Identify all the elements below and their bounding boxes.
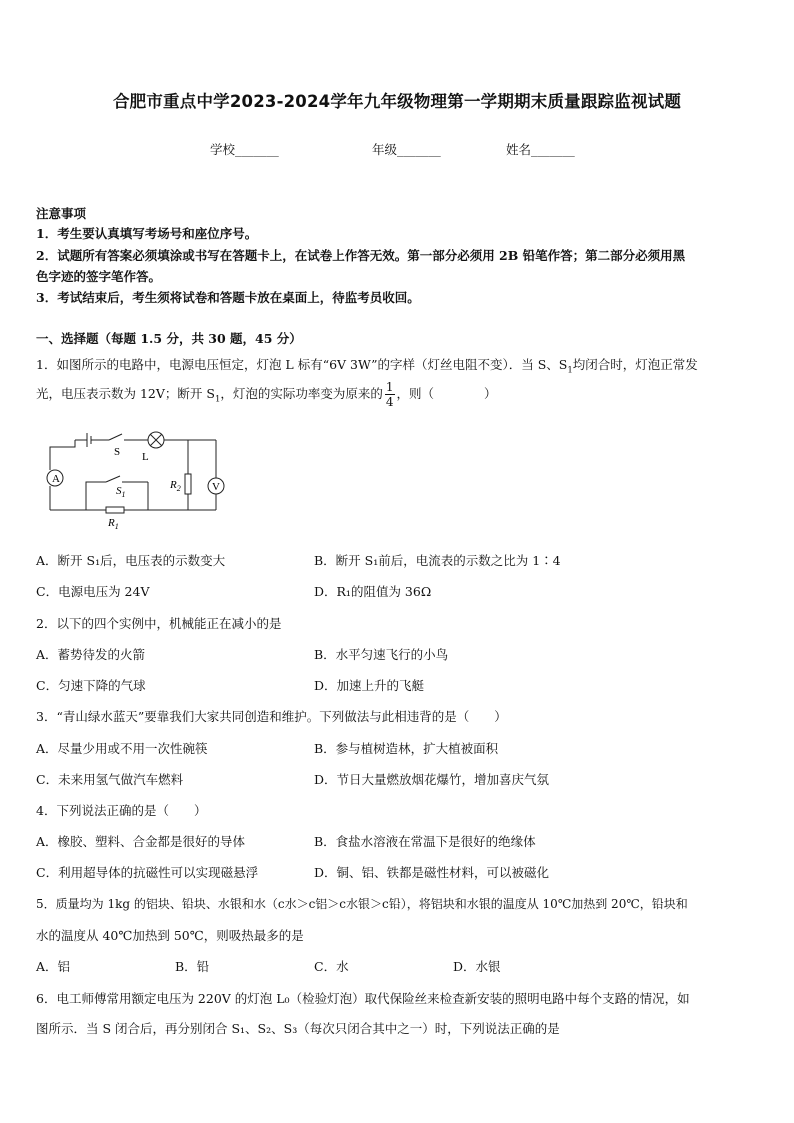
q1-stem-line2: 光，电压表示数为 12V；断开 $S_1$，灯泡的实际功率变为原来的 $\frac{1}{4}$ ，则（ ） — [36, 380, 497, 409]
ammeter-label: A — [52, 473, 60, 485]
notice-item: 1．考生要认真填写考场号和座位序号。 — [36, 226, 258, 241]
circuit-label-S: S — [114, 446, 121, 458]
q4-option-b: B．食盐水溶液在常温下是很好的绝缘体 — [314, 834, 536, 849]
notice-item: 色字迹的签字笔作答。 — [36, 269, 162, 284]
q1-option-d: D．R₁的阻值为 36Ω — [314, 584, 432, 599]
q4-stem: 4．下列说法正确的是（ ） — [36, 803, 207, 818]
q2-option-d: D．加速上升的飞艇 — [314, 678, 425, 693]
page-title: 合肥市重点中学2023-2024学年九年级物理第一学期期末质量跟踪监视试题 — [112, 92, 682, 111]
q5-option-d: D．水银 — [453, 959, 501, 974]
q6-stem-line1: 6．电工师傅常用额定电压为 220V 的灯泡 L₀（检验灯泡）取代保险丝来检查新安装的照明电路中每个支路的情况，如 — [36, 991, 690, 1006]
q4-option-a: A．橡胶、塑料、合金都是很好的导体 — [36, 834, 246, 849]
school-field: 学校_______ — [210, 142, 279, 157]
q6-stem-line2: 图所示．当 S 闭合后，再分别闭合 S₁、S₂、S₃（每次只闭合其中之一）时，下列说法正确的是 — [36, 1021, 560, 1036]
section-heading: 一、选择题（每题 1.5 分，共 30 题，45 分） — [36, 331, 302, 346]
q3-option-b: B．参与植树造林，扩大植被面积 — [314, 741, 499, 756]
q2-option-a: A．蓄势待发的火箭 — [36, 647, 146, 662]
q2-option-b: B．水平匀速飞行的小鸟 — [314, 647, 449, 662]
q2-option-c: C．匀速下降的气球 — [36, 678, 146, 693]
q1-stem-line1: 1．如图所示的电路中，电源电压恒定，灯泡 L 标有“6V 3W”的字样（灯丝电阻不变）．当 S、$S_1$均闭合时，灯泡正常发 — [36, 357, 698, 376]
circuit-label-R2: $R_2$ — [170, 479, 181, 493]
q5-stem-line2: 水的温度从 40℃加热到 50℃，则吸热最多的是 — [36, 928, 304, 943]
voltmeter-label: V — [212, 481, 220, 493]
q5-option-c: C．水 — [314, 959, 349, 974]
circuit-label-R1: $R_1$ — [108, 517, 119, 530]
q3-option-d: D．节日大量燃放烟花爆竹，增加喜庆气氛 — [314, 772, 550, 787]
q4-option-d: D．铜、铝、铁都是磁性材料，可以被磁化 — [314, 865, 550, 880]
q5-option-b: B．铅 — [175, 959, 210, 974]
q1-option-a: A．断开 S₁后，电压表的示数变大 — [36, 553, 226, 568]
q4-option-c: C．利用超导体的抗磁性可以实现磁悬浮 — [36, 865, 259, 880]
name-field: 姓名_______ — [506, 142, 575, 157]
circuit-label-S1: $S_1$ — [116, 485, 126, 499]
q1-option-b: B．断开 S₁前后，电流表的示数之比为 1∶4 — [314, 553, 561, 568]
q5-option-a: A．铝 — [36, 959, 71, 974]
q3-option-a: A．尽量少用或不用一次性碗筷 — [36, 741, 208, 756]
q1-option-c: C．电源电压为 24V — [36, 584, 150, 599]
circuit-label-L: L — [142, 451, 149, 463]
notice-item: 2．试题所有答案必须填涂或书写在答题卡上，在试卷上作答无效。第一部分必须用 2B 铅笔作答；第二部分必须用黑 — [36, 248, 686, 263]
grade-field: 年级_______ — [372, 142, 441, 157]
fraction: $\frac{1}{4}$ — [385, 380, 394, 409]
q3-stem: 3．“青山绿水蓝天”要靠我们大家共同创造和维护。下列做法与此相违背的是（ ） — [36, 709, 507, 724]
q2-stem: 2．以下的四个实例中，机械能正在减小的是 — [36, 616, 282, 631]
q3-option-c: C．未来用氢气做汽车燃料 — [36, 772, 184, 787]
q5-stem-line1: 5．质量均为 1kg 的铝块、铅块、水银和水（c水＞c铝＞c水银＞c铅），将铝块和水银的温度从 10℃加热到 20℃，铅块和 — [36, 897, 688, 911]
circuit-diagram — [40, 430, 240, 530]
notice-item: 3．考试结束后，考生须将试卷和答题卡放在桌面上，待监考员收回。 — [36, 290, 420, 305]
notice-heading: 注意事项 — [36, 206, 87, 221]
